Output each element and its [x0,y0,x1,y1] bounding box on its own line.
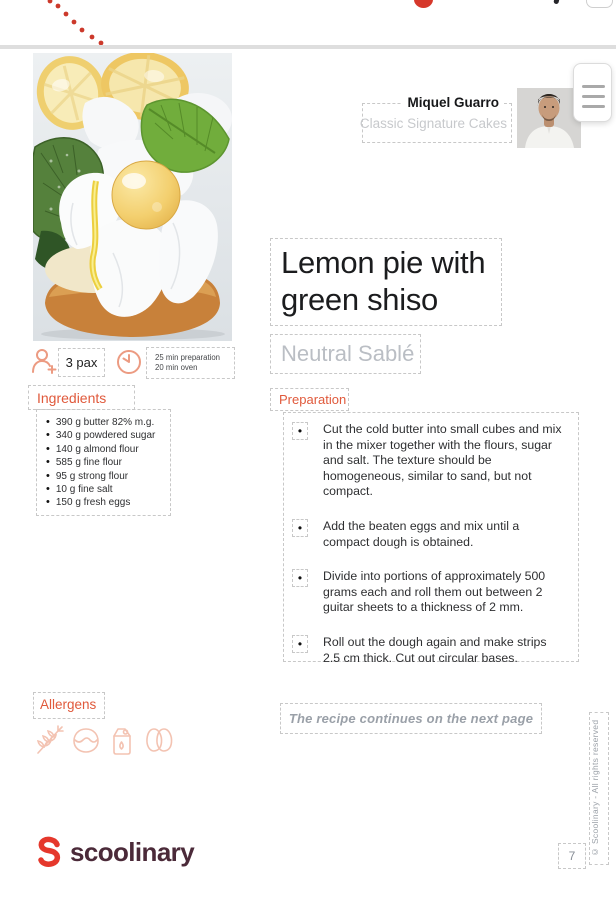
page-number: 7 [568,849,576,863]
nuts-icon [71,724,101,756]
ingredient-item: • 95 g strong flour [46,470,170,483]
ingredient-item: • 340 g powdered sugar [46,429,170,442]
page-divider [0,45,616,49]
recipe-photo [33,53,232,341]
preparation-step [284,422,566,500]
person-plus-icon [30,346,58,376]
copyright-box [589,712,609,865]
step-bullet: • [292,635,308,653]
subtitle-box [270,334,421,374]
page-number-box [558,843,586,869]
brand-logo [34,835,194,869]
step-text: Cut the cold butter into small cubes and mix in the mixer together with the flours, sugar and salt. The texture should be homogeneous, similar to sand, but not compact. [323,422,562,499]
eggs-icon [142,725,176,755]
clock-icon [115,348,143,376]
gluten-wheat-icon [33,724,65,756]
chef-portrait-icon [517,88,581,148]
brand-wordmark: scoolinary [70,836,195,867]
red-logo-fragment [414,0,433,8]
title-box [270,238,502,326]
allergens-label-box [33,692,105,719]
red-dotted-diagonal [40,0,110,45]
ingredient-item: • 140 g almond flour [46,443,170,456]
step-text: Add the beaten eggs and mix until a compact dough is obtained. [323,518,520,549]
scoolinary-s-mark-icon [34,836,64,868]
recipe-subtitle: Neutral Sablé [281,341,415,366]
continues-note: The recipe continues on the next page [288,711,534,726]
box-fragment [586,0,613,8]
dairy-milk-carton-icon [107,723,136,757]
step-text: Divide into portions of approximately 500 grams each and roll them out between 2 guitar sheets to a thickness of 2 mm. [323,569,546,615]
page-title: Lemon pie with green shiso [281,245,486,317]
servings-value: 3 pax [65,355,98,370]
ingredients-list [36,409,171,516]
lemon-pie-illustration [33,53,232,341]
ingredient-item: • 10 g fine salt [46,483,170,496]
servings-box [58,348,105,377]
preparation-step [284,519,566,550]
ingredients-label: Ingredients [37,390,107,406]
time-oven: 20 min oven [155,363,198,372]
copyright-text: © Scoolinary - All rights reserved [590,719,600,858]
preparation-label: Preparation [279,392,347,407]
step-bullet: • [292,422,308,440]
author-box [359,95,512,143]
author-name: Miquel Guarro [402,95,504,110]
text-fragment [553,0,560,5]
step-text: Roll out the dough again and make strips 2.5 cm thick. Cut out circular bases. [323,634,547,665]
ingredient-item: • 390 g butter 82% m.g. [46,416,170,429]
allergens-label: Allergens [40,697,97,712]
course-title: Classic Signature Cakes [359,116,507,131]
preparation-steps [283,412,579,665]
hamburger-menu-icon[interactable] [573,63,612,122]
ingredients-label-box [28,385,135,410]
allergen-icons [33,722,193,758]
previous-page-fragment [0,0,616,45]
preparation-label-box [270,388,349,411]
preparation-step [284,569,566,616]
step-bullet: • [292,519,308,537]
ingredient-item: • 150 g fresh eggs [46,496,170,509]
time-preparation: 25 min preparation [155,353,221,362]
preparation-step [284,635,566,666]
time-box [146,347,235,379]
continues-note-box [280,703,542,734]
step-bullet: • [292,569,308,587]
author-avatar [517,88,581,148]
ingredient-item: • 585 g fine flour [46,456,170,469]
